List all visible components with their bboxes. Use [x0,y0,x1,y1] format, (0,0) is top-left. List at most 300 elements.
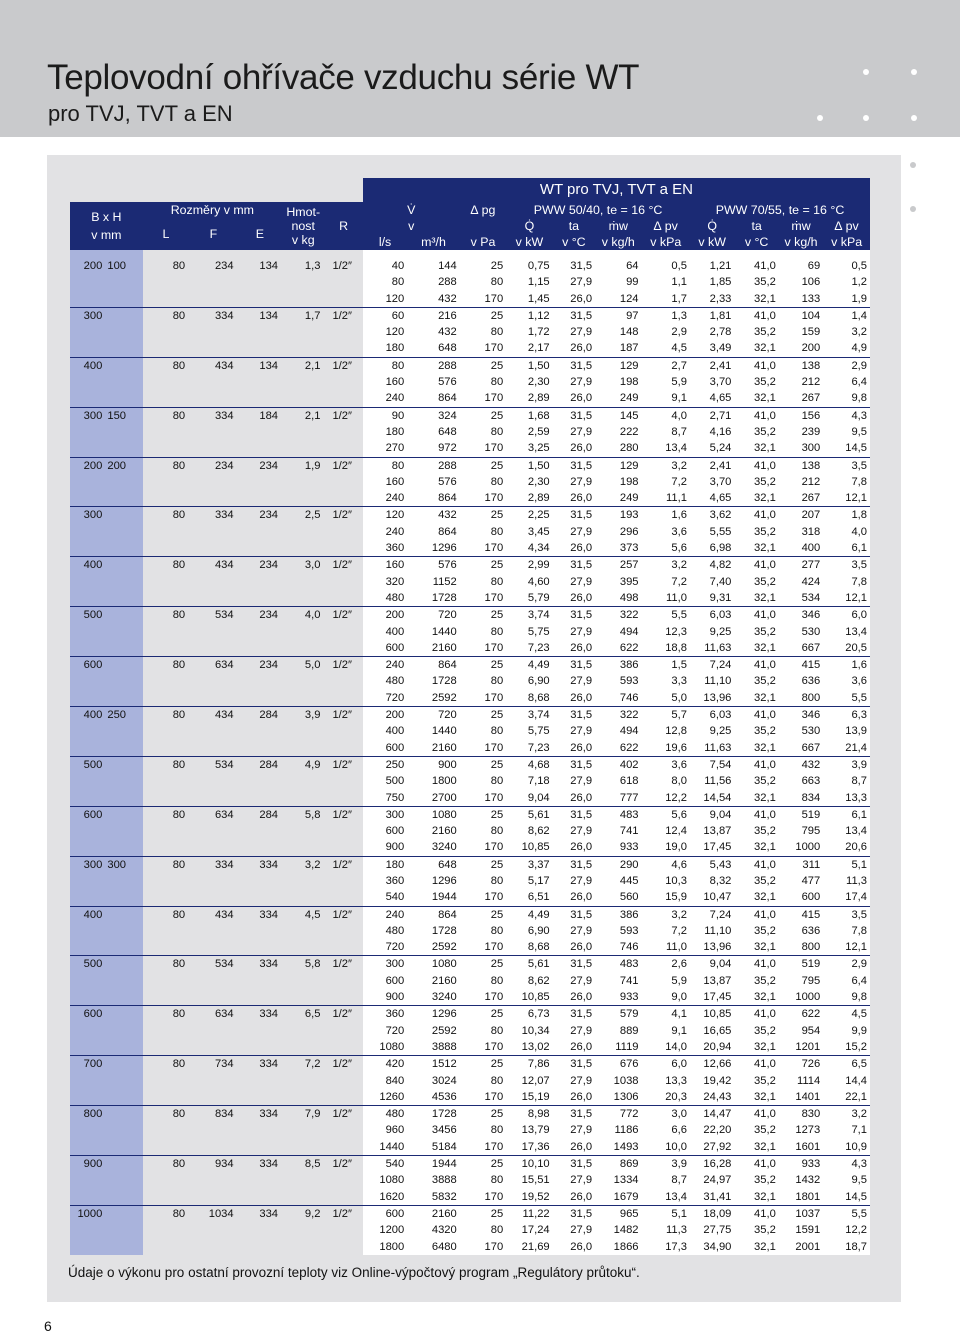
cell-pww2-mw: 156 [779,407,823,424]
cell-pww1-ta: 31,5 [553,956,595,973]
cell-e [238,1122,282,1138]
cell-pww2-dpv: 1,9 [823,291,870,308]
cell-pww2-q: 17,45 [690,989,734,1006]
cell-pww1-q: 1,45 [506,291,552,308]
cell-r: 1/2″ [324,756,362,773]
cell-f: 434 [189,357,237,374]
cell-h [106,956,142,973]
cell-kg [282,873,324,889]
cell-flow-m3h: 576 [407,374,460,390]
cell-kg [282,274,324,290]
cell-h [106,823,142,839]
cell-b: 500 [70,756,106,773]
cell-pressure-pa: 170 [460,490,506,507]
cell-l: 80 [143,407,189,424]
cell-e: 134 [238,307,282,324]
cell-pww1-ta: 31,5 [553,806,595,823]
cell-kg [282,524,324,540]
cell-f [189,1122,237,1138]
cell-flow-ls: 420 [363,1056,407,1073]
cell-h [106,390,142,407]
cell-pww1-mw: 280 [595,440,641,457]
table-row [70,274,870,290]
cell-b [70,823,106,839]
cell-kg [282,989,324,1006]
cell-pww1-dpv: 6,6 [642,1122,690,1138]
decor-dot [911,69,917,75]
cell-pww1-ta: 27,9 [553,574,595,590]
cell-kg [282,574,324,590]
cell-kg [282,490,324,507]
cell-pww2-dpv: 4,3 [823,407,870,424]
cell-pww1-ta: 31,5 [553,657,595,674]
table-row [70,590,870,607]
cell-pww1-q: 2,99 [506,557,552,574]
cell-pww2-q: 10,47 [690,889,734,906]
cell-flow-ls: 1080 [363,1039,407,1056]
cell-kg [282,424,324,440]
cell-pww2-mw: 800 [779,939,823,956]
cell-e [238,1023,282,1039]
cell-pressure-pa: 25 [460,707,506,724]
cell-pww1-dpv: 9,1 [642,390,690,407]
cell-pww1-dpv: 12,4 [642,823,690,839]
table-row [70,873,870,889]
cell-pww2-mw: 1201 [779,1039,823,1056]
cell-h [106,923,142,939]
cell-pww2-dpv: 2,9 [823,357,870,374]
table-row [70,1122,870,1138]
cell-h [106,989,142,1006]
cell-pressure-pa: 80 [460,374,506,390]
cell-kg [282,1239,324,1255]
cell-pww2-mw: 2001 [779,1239,823,1255]
unit-c2: v °C [734,234,778,250]
cell-flow-m3h: 3888 [407,1172,460,1188]
cell-kg [282,923,324,939]
cell-pww1-ta: 26,0 [553,540,595,557]
cell-pww2-q: 6,98 [690,540,734,557]
cell-pww2-dpv: 4,0 [823,524,870,540]
cell-pressure-pa: 170 [460,590,506,607]
cell-r [324,839,362,856]
cell-b [70,989,106,1006]
cell-h [106,540,142,557]
cell-l [143,340,189,357]
cell-pww2-q: 4,82 [690,557,734,574]
table-row [70,507,870,524]
cell-l: 80 [143,1156,189,1173]
cell-pww1-dpv: 17,3 [642,1239,690,1255]
col-pww1: PWW 50/40, te = 16 °C [506,202,690,218]
cell-pressure-pa: 80 [460,274,506,290]
cell-flow-m3h: 1296 [407,540,460,557]
cell-r [324,274,362,290]
cell-h: 300 [106,856,142,873]
cell-pww2-dpv: 17,4 [823,889,870,906]
cell-e [238,873,282,889]
cell-f: 434 [189,906,237,923]
table-row [70,357,870,374]
cell-pww2-dpv: 3,5 [823,557,870,574]
table-row [70,340,870,357]
cell-b: 400 [70,557,106,574]
cell-pww1-mw: 933 [595,989,641,1006]
cell-flow-m3h: 1728 [407,673,460,689]
table-row [70,1172,870,1188]
cell-pww1-mw: 560 [595,889,641,906]
cell-h [106,291,142,308]
cell-pww2-mw: 200 [779,340,823,357]
cell-pww2-mw: 954 [779,1023,823,1039]
decor-dot [863,115,869,121]
cell-l [143,374,189,390]
cell-pressure-pa: 170 [460,939,506,956]
cell-flow-ls: 480 [363,590,407,607]
unit-kw1: v kW [506,234,552,250]
cell-r: 1/2″ [324,607,362,624]
cell-pww1-mw: 1334 [595,1172,641,1188]
cell-r [324,324,362,340]
cell-flow-m3h: 3240 [407,989,460,1006]
cell-pressure-pa: 170 [460,390,506,407]
cell-pww2-mw: 600 [779,889,823,906]
cell-pww1-mw: 483 [595,956,641,973]
cell-pww2-mw: 277 [779,557,823,574]
cell-pww1-ta: 31,5 [553,357,595,374]
cell-b [70,1139,106,1156]
spacer-cell [106,250,142,258]
cell-kg [282,1172,324,1188]
cell-pww2-ta: 32,1 [734,490,778,507]
cell-r: 1/2″ [324,806,362,823]
cell-flow-ls: 600 [363,973,407,989]
cell-f [189,989,237,1006]
cell-pww1-q: 17,36 [506,1139,552,1156]
cell-pww2-mw: 138 [779,457,823,474]
cell-pww2-ta: 41,0 [734,707,778,724]
cell-pressure-pa: 170 [460,690,506,707]
cell-h [106,939,142,956]
cell-pww1-dpv: 5,9 [642,374,690,390]
cell-pww2-ta: 35,2 [734,1172,778,1188]
cell-pww2-q: 27,92 [690,1139,734,1156]
cell-pww2-q: 27,75 [690,1222,734,1238]
cell-pww2-mw: 1601 [779,1139,823,1156]
table-row [70,756,870,773]
cell-flow-ls: 480 [363,923,407,939]
table-row [70,740,870,757]
cell-flow-ls: 840 [363,1073,407,1089]
cell-pww1-ta: 27,9 [553,274,595,290]
cell-pressure-pa: 25 [460,806,506,823]
spacer-cell [324,250,362,258]
cell-pww1-mw: 402 [595,756,641,773]
cell-kg: 6,5 [282,1006,324,1023]
cell-flow-m3h: 1152 [407,574,460,590]
cell-e [238,823,282,839]
cell-pww2-mw: 667 [779,640,823,657]
cell-flow-ls: 480 [363,1106,407,1123]
table-row [70,1189,870,1206]
cell-e [238,889,282,906]
cell-pww1-mw: 494 [595,723,641,739]
cell-b: 300 [70,507,106,524]
cell-h [106,1239,142,1255]
cell-flow-m3h: 432 [407,324,460,340]
cell-r: 1/2″ [324,307,362,324]
cell-r [324,624,362,640]
cell-pww1-ta: 26,0 [553,1039,595,1056]
cell-h [106,1189,142,1206]
cell-pww1-dpv: 1,3 [642,307,690,324]
cell-pww1-ta: 26,0 [553,889,595,906]
cell-e: 334 [238,1056,282,1073]
cell-pressure-pa: 170 [460,839,506,856]
table-row [70,424,870,440]
cell-e [238,274,282,290]
cell-flow-ls: 240 [363,490,407,507]
cell-pww1-ta: 26,0 [553,590,595,607]
cell-flow-ls: 1080 [363,1172,407,1188]
cell-b [70,524,106,540]
table-row [70,889,870,906]
cell-pww1-dpv: 5,6 [642,540,690,557]
cell-pww1-mw: 257 [595,557,641,574]
cell-pww1-q: 7,86 [506,1056,552,1073]
cell-pww2-mw: 636 [779,923,823,939]
cell-kg [282,823,324,839]
col-e: E [238,218,282,250]
cell-f [189,889,237,906]
cell-f [189,1222,237,1238]
cell-pww1-ta: 26,0 [553,340,595,357]
cell-kg [282,374,324,390]
cell-pww2-ta: 41,0 [734,1056,778,1073]
cell-pressure-pa: 170 [460,1189,506,1206]
cell-pww1-dpv: 5,5 [642,607,690,624]
unit-kgh1: v kg/h [595,234,641,250]
cell-flow-ls: 1620 [363,1189,407,1206]
cell-pww1-dpv: 12,8 [642,723,690,739]
cell-flow-ls: 1260 [363,1089,407,1106]
cell-pww1-ta: 31,5 [553,457,595,474]
cell-flow-ls: 180 [363,340,407,357]
cell-f [189,474,237,490]
cell-pww2-mw: 726 [779,1056,823,1073]
cell-e [238,424,282,440]
cell-pressure-pa: 25 [460,457,506,474]
cell-kg [282,640,324,657]
table-row [70,790,870,807]
cell-b [70,939,106,956]
cell-pww1-q: 19,52 [506,1189,552,1206]
cell-pressure-pa: 80 [460,823,506,839]
cell-pww1-mw: 933 [595,839,641,856]
cell-l: 80 [143,956,189,973]
cell-pww2-ta: 32,1 [734,1239,778,1255]
cell-kg: 2,1 [282,357,324,374]
cell-b: 400 [70,357,106,374]
cell-r [324,390,362,407]
cell-f [189,324,237,340]
spacer-cell [282,250,324,258]
col-mw2: ṁw [779,218,823,234]
cell-flow-ls: 120 [363,291,407,308]
cell-pww1-mw: 386 [595,906,641,923]
cell-l [143,973,189,989]
cell-pww2-q: 8,32 [690,873,734,889]
cell-r: 1/2″ [324,557,362,574]
cell-pww2-q: 18,09 [690,1205,734,1222]
cell-h [106,1023,142,1039]
cell-b [70,773,106,789]
cell-pww1-mw: 777 [595,790,641,807]
cell-pressure-pa: 170 [460,291,506,308]
cell-e: 234 [238,657,282,674]
table-row [70,440,870,457]
cell-pww2-mw: 138 [779,357,823,374]
cell-pww2-ta: 32,1 [734,640,778,657]
table-row [70,374,870,390]
cell-f: 734 [189,1056,237,1073]
cell-e [238,740,282,757]
cell-f [189,1172,237,1188]
cell-f [189,590,237,607]
cell-l [143,590,189,607]
cell-pressure-pa: 170 [460,640,506,657]
cell-f [189,1023,237,1039]
cell-kg: 8,5 [282,1156,324,1173]
cell-e [238,1239,282,1255]
cell-pww2-dpv: 5,5 [823,690,870,707]
cell-f: 434 [189,707,237,724]
cell-flow-m3h: 1944 [407,889,460,906]
cell-pww2-dpv: 13,4 [823,823,870,839]
cell-h [106,1122,142,1138]
cell-r: 1/2″ [324,1106,362,1123]
cell-l [143,1239,189,1255]
cell-r [324,440,362,457]
cell-kg [282,324,324,340]
cell-e: 234 [238,607,282,624]
cell-pww1-mw: 869 [595,1156,641,1173]
cell-f [189,1089,237,1106]
cell-flow-m3h: 1296 [407,873,460,889]
cell-kg: 5,0 [282,657,324,674]
cell-f [189,923,237,939]
table-row [70,1023,870,1039]
cell-pww1-ta: 27,9 [553,474,595,490]
cell-pww2-q: 17,45 [690,839,734,856]
cell-pww2-dpv: 8,7 [823,773,870,789]
page-header [0,0,960,137]
unit-pa: v Pa [460,234,506,250]
cell-l: 80 [143,707,189,724]
cell-b: 900 [70,1156,106,1173]
cell-pressure-pa: 25 [460,1205,506,1222]
unit-kpa1: v kPa [642,234,690,250]
cell-kg: 5,8 [282,956,324,973]
cell-pressure-pa: 25 [460,1156,506,1173]
cell-h [106,839,142,856]
cell-pww2-dpv: 12,2 [823,1222,870,1238]
cell-b [70,1239,106,1255]
cell-e: 234 [238,557,282,574]
cell-kg [282,624,324,640]
cell-e [238,1189,282,1206]
cell-pww2-mw: 1432 [779,1172,823,1188]
cell-pww1-q: 7,23 [506,740,552,757]
cell-flow-m3h: 3888 [407,1039,460,1056]
cell-flow-m3h: 1728 [407,1106,460,1123]
cell-pww2-mw: 1273 [779,1122,823,1138]
cell-flow-m3h: 1728 [407,923,460,939]
cell-kg: 2,1 [282,407,324,424]
cell-pww1-mw: 618 [595,773,641,789]
cell-pww2-ta: 32,1 [734,291,778,308]
cell-l [143,1222,189,1238]
cell-pww1-mw: 64 [595,258,641,274]
cell-r [324,1023,362,1039]
cell-b [70,1089,106,1106]
cell-pww2-ta: 32,1 [734,340,778,357]
cell-l [143,574,189,590]
cell-pww2-dpv: 15,2 [823,1039,870,1056]
cell-kg [282,291,324,308]
cell-l: 80 [143,1106,189,1123]
cell-pww1-q: 4,68 [506,756,552,773]
cell-r [324,540,362,557]
cell-pww2-ta: 41,0 [734,507,778,524]
cell-r: 1/2″ [324,457,362,474]
cell-f [189,1189,237,1206]
cell-l: 80 [143,607,189,624]
cell-r [324,740,362,757]
cell-flow-ls: 500 [363,773,407,789]
cell-kg: 1,7 [282,307,324,324]
cell-pww2-ta: 32,1 [734,839,778,856]
cell-r [324,1073,362,1089]
cell-pww2-dpv: 5,5 [823,1205,870,1222]
cell-pww1-mw: 593 [595,673,641,689]
cell-e [238,939,282,956]
cell-b [70,673,106,689]
cell-l [143,989,189,1006]
cell-kg [282,340,324,357]
cell-pww2-dpv: 1,4 [823,307,870,324]
cell-pww1-mw: 97 [595,307,641,324]
cell-pww2-ta: 35,2 [734,524,778,540]
cell-pww1-mw: 1679 [595,1189,641,1206]
cell-pww1-dpv: 13,4 [642,440,690,457]
table-row [70,557,870,574]
cell-pww1-ta: 27,9 [553,773,595,789]
cell-b: 800 [70,1106,106,1123]
cell-pww1-q: 1,15 [506,274,552,290]
cell-pww2-q: 2,33 [690,291,734,308]
cell-pww1-dpv: 2,9 [642,324,690,340]
cell-pww1-q: 1,12 [506,307,552,324]
cell-pww1-q: 4,49 [506,657,552,674]
cell-l [143,1023,189,1039]
cell-b [70,440,106,457]
cell-pww1-ta: 31,5 [553,1106,595,1123]
cell-pww2-q: 4,65 [690,490,734,507]
cell-pww1-dpv: 7,2 [642,474,690,490]
cell-pww1-q: 5,61 [506,956,552,973]
cell-pww2-ta: 41,0 [734,1106,778,1123]
